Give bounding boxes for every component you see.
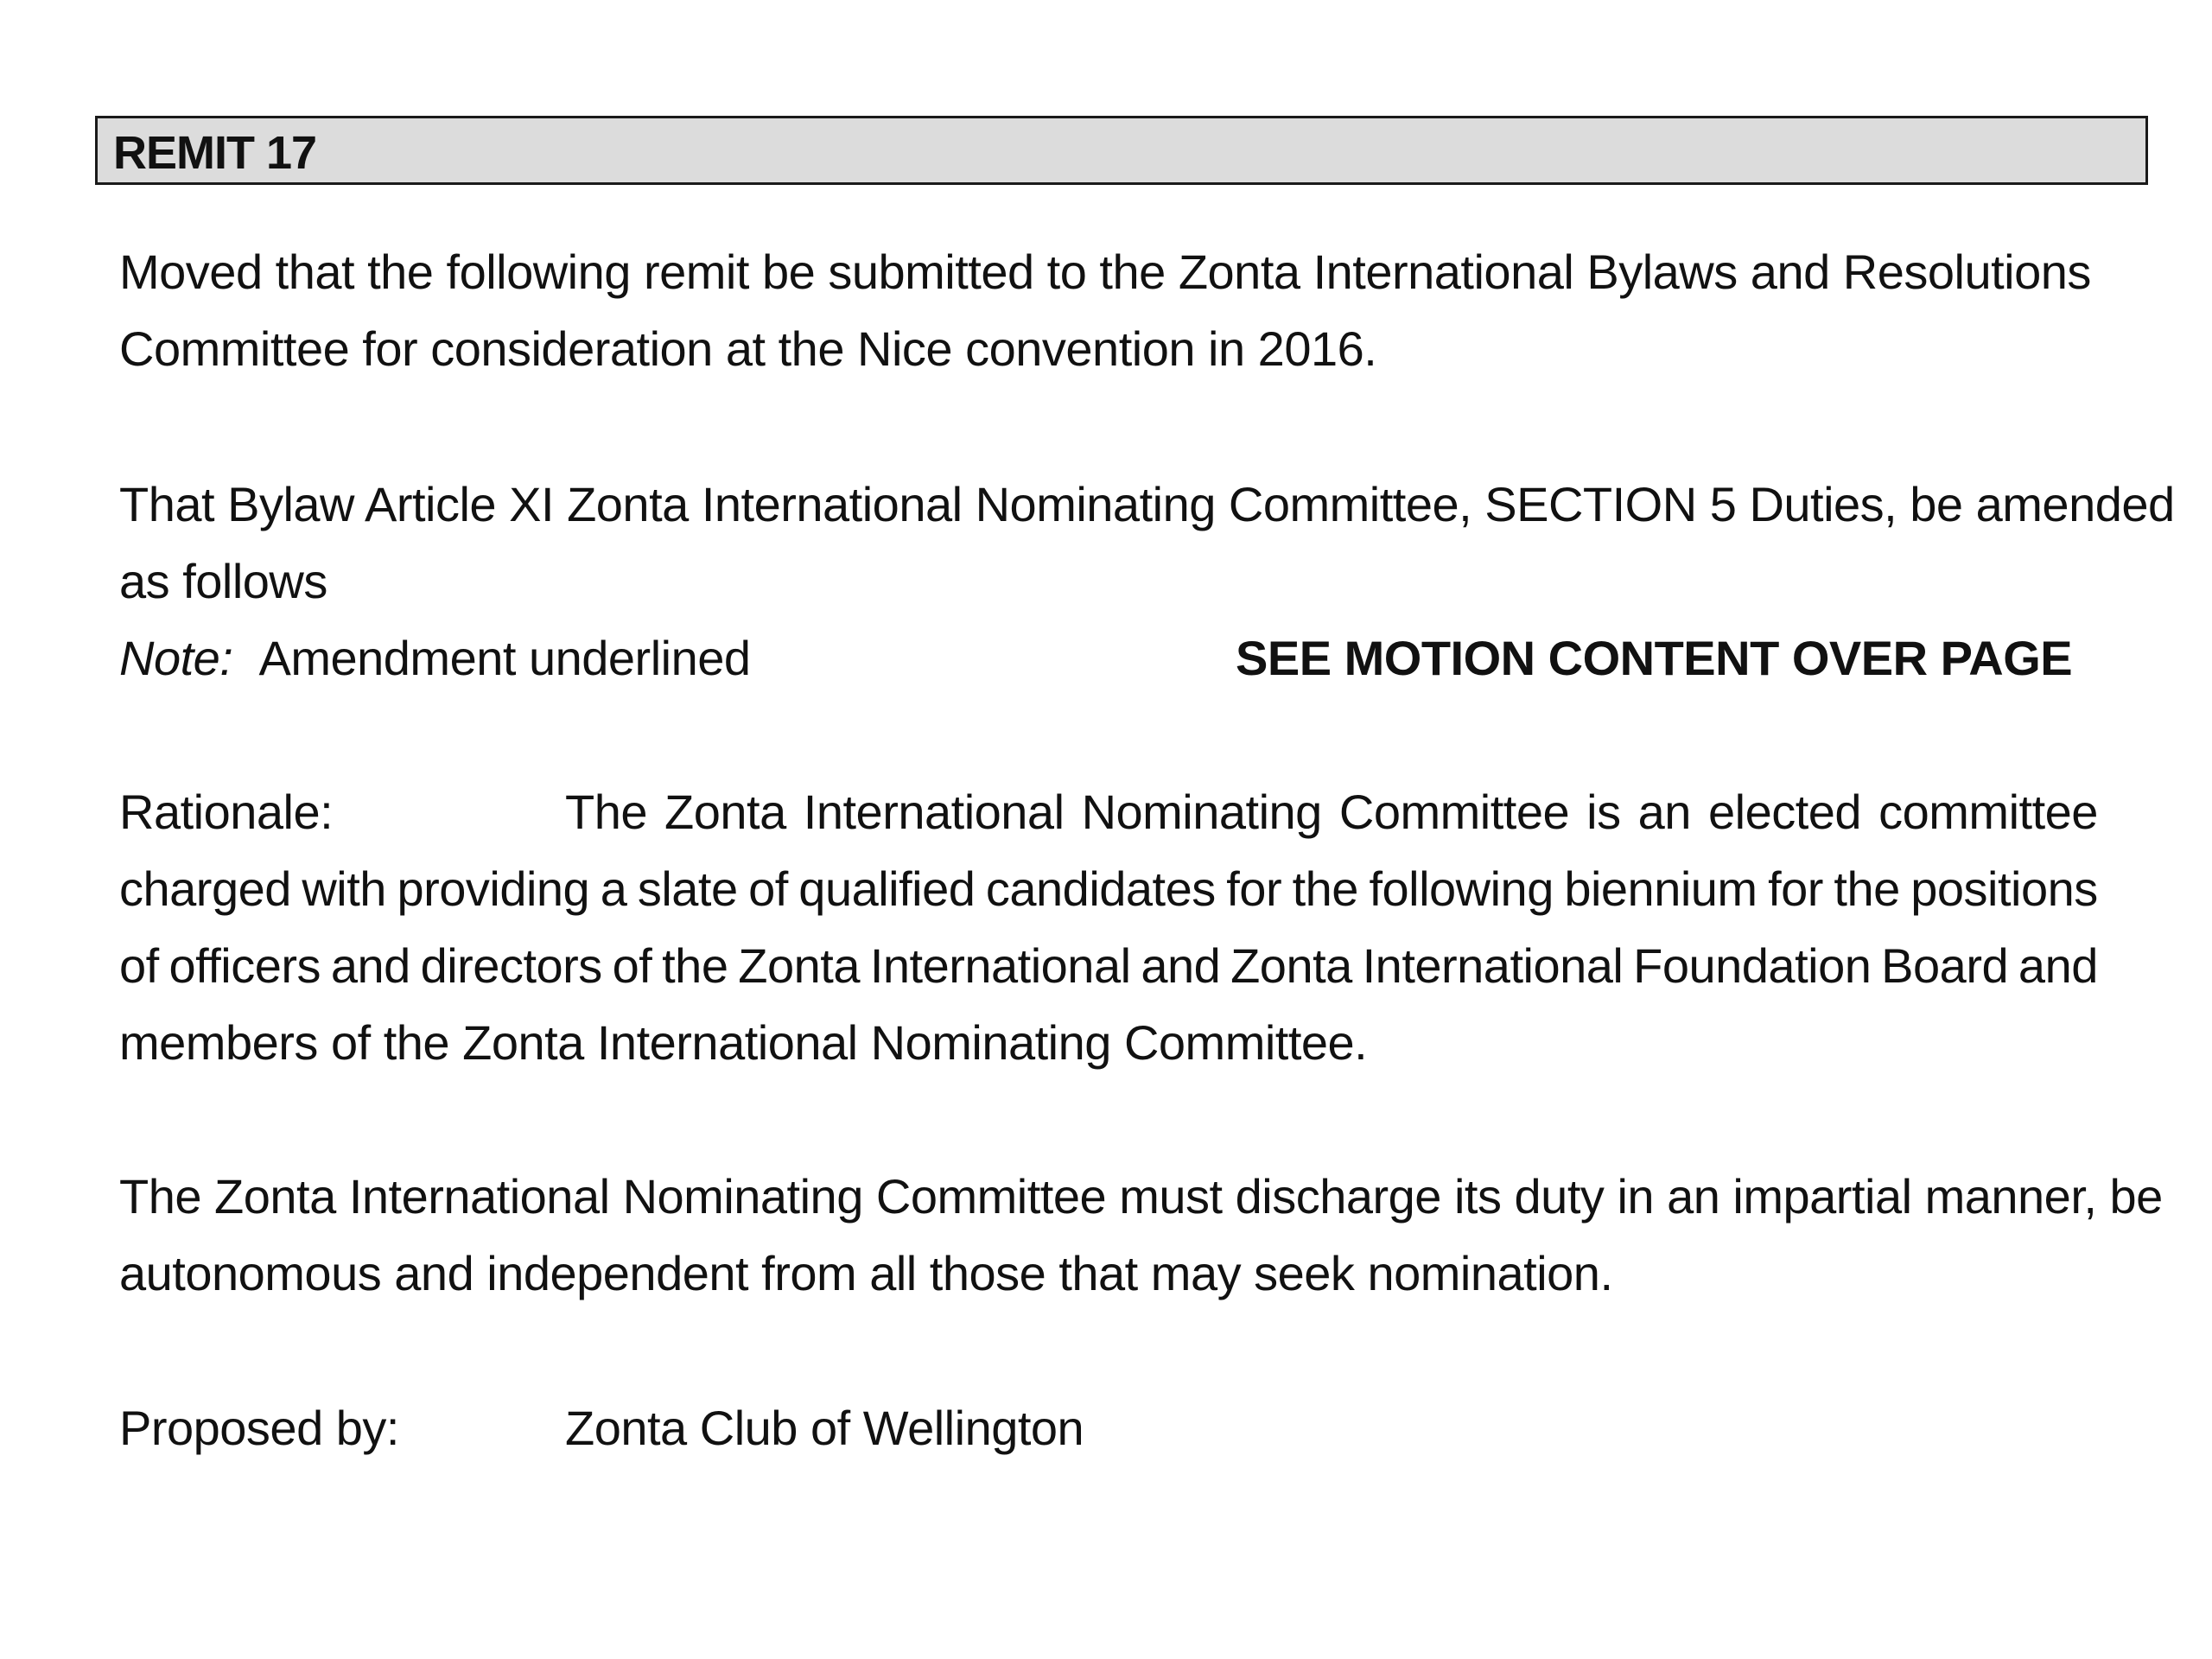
rationale-word: committee xyxy=(1878,785,2098,839)
rationale-word: the xyxy=(1292,861,1358,916)
rationale-word: for xyxy=(1226,861,1282,916)
rationale-word: of xyxy=(748,861,788,916)
rationale-word: directors xyxy=(420,938,602,993)
amendment-paragraph xyxy=(119,466,2175,696)
amendment-line-1: That Bylaw Article XI Zonta International Nominating Committee, SECTION 5 Duties, be amended xyxy=(119,477,2175,531)
rationale-word: Zonta xyxy=(738,938,860,993)
rationale-word: the xyxy=(662,938,728,993)
rationale-word: slate xyxy=(637,861,738,916)
rationale-word: biennium xyxy=(1564,861,1758,916)
proposer-row xyxy=(119,1389,2098,1466)
rationale-word: charged xyxy=(119,861,291,916)
proposer-label: Proposed by: xyxy=(119,1401,399,1455)
rationale-word: positions xyxy=(1910,861,2098,916)
rationale-word: Committee xyxy=(1338,785,1570,839)
rationale-word: Zonta xyxy=(1230,938,1352,993)
duty-paragraph xyxy=(119,1158,2163,1312)
rationale-word: Zonta xyxy=(664,785,786,839)
motion-line-2: Committee for consideration at the Nice convention in 2016. xyxy=(119,321,1377,376)
rationale-word: elected xyxy=(1708,785,1862,839)
rationale-word: Foundation xyxy=(1633,938,1872,993)
motion-line-1: Moved that the following remit be submitted to the Zonta International Bylaws and Resolutions xyxy=(119,245,2091,299)
rationale-word: The xyxy=(565,785,647,839)
rationale-word: candidates xyxy=(985,861,1216,916)
rationale-word: officers xyxy=(168,938,321,993)
rationale-line-1 xyxy=(565,773,2098,850)
rationale-word: of xyxy=(612,938,652,993)
motion-paragraph xyxy=(119,233,2098,387)
rationale-line-3 xyxy=(119,927,2098,1004)
rationale-label: Rationale: xyxy=(119,785,334,839)
rationale-word: following xyxy=(1369,861,1554,916)
note-label: Note: xyxy=(119,631,233,685)
duty-line-2: autonomous and independent from all those that may seek nomination. xyxy=(119,1246,1613,1300)
rationale-word: and xyxy=(330,938,410,993)
rationale-word: International xyxy=(803,785,1065,839)
rationale-word: providing xyxy=(397,861,590,916)
rationale-word: the xyxy=(1834,861,1900,916)
amendment-line-2: as follows xyxy=(119,554,327,608)
rationale-first-line xyxy=(119,773,2098,850)
rationale-word: Nominating xyxy=(1081,785,1322,839)
rationale-word: qualified xyxy=(798,861,976,916)
rationale-word: a xyxy=(600,861,627,916)
see-over-page-notice: SEE MOTION CONTENT OVER PAGE xyxy=(1236,631,2073,685)
rationale-word: International xyxy=(869,938,1131,993)
remit-title: REMIT 17 xyxy=(113,127,317,179)
duty-line-1: The Zonta International Nominating Committee must discharge its duty in an impartial manner, be xyxy=(119,1169,2163,1224)
rationale-line-4: members of the Zonta International Nominating Committee. xyxy=(119,1015,1368,1070)
rationale-word: is xyxy=(1586,785,1621,839)
remit-title-bar xyxy=(95,116,2148,185)
proposer-value: Zonta Club of Wellington xyxy=(565,1401,1084,1455)
rationale-paragraph xyxy=(119,773,2098,1081)
note-text: Amendment underlined xyxy=(258,631,751,685)
rationale-word: and xyxy=(1141,938,1221,993)
rationale-line-2 xyxy=(119,850,2098,927)
rationale-word: an xyxy=(1637,785,1691,839)
rationale-word: and xyxy=(2018,938,2098,993)
rationale-word: for xyxy=(1768,861,1823,916)
rationale-word: of xyxy=(119,938,159,993)
rationale-word: International xyxy=(1362,938,1624,993)
rationale-word: Board xyxy=(1881,938,2009,993)
rationale-word: with xyxy=(302,861,386,916)
